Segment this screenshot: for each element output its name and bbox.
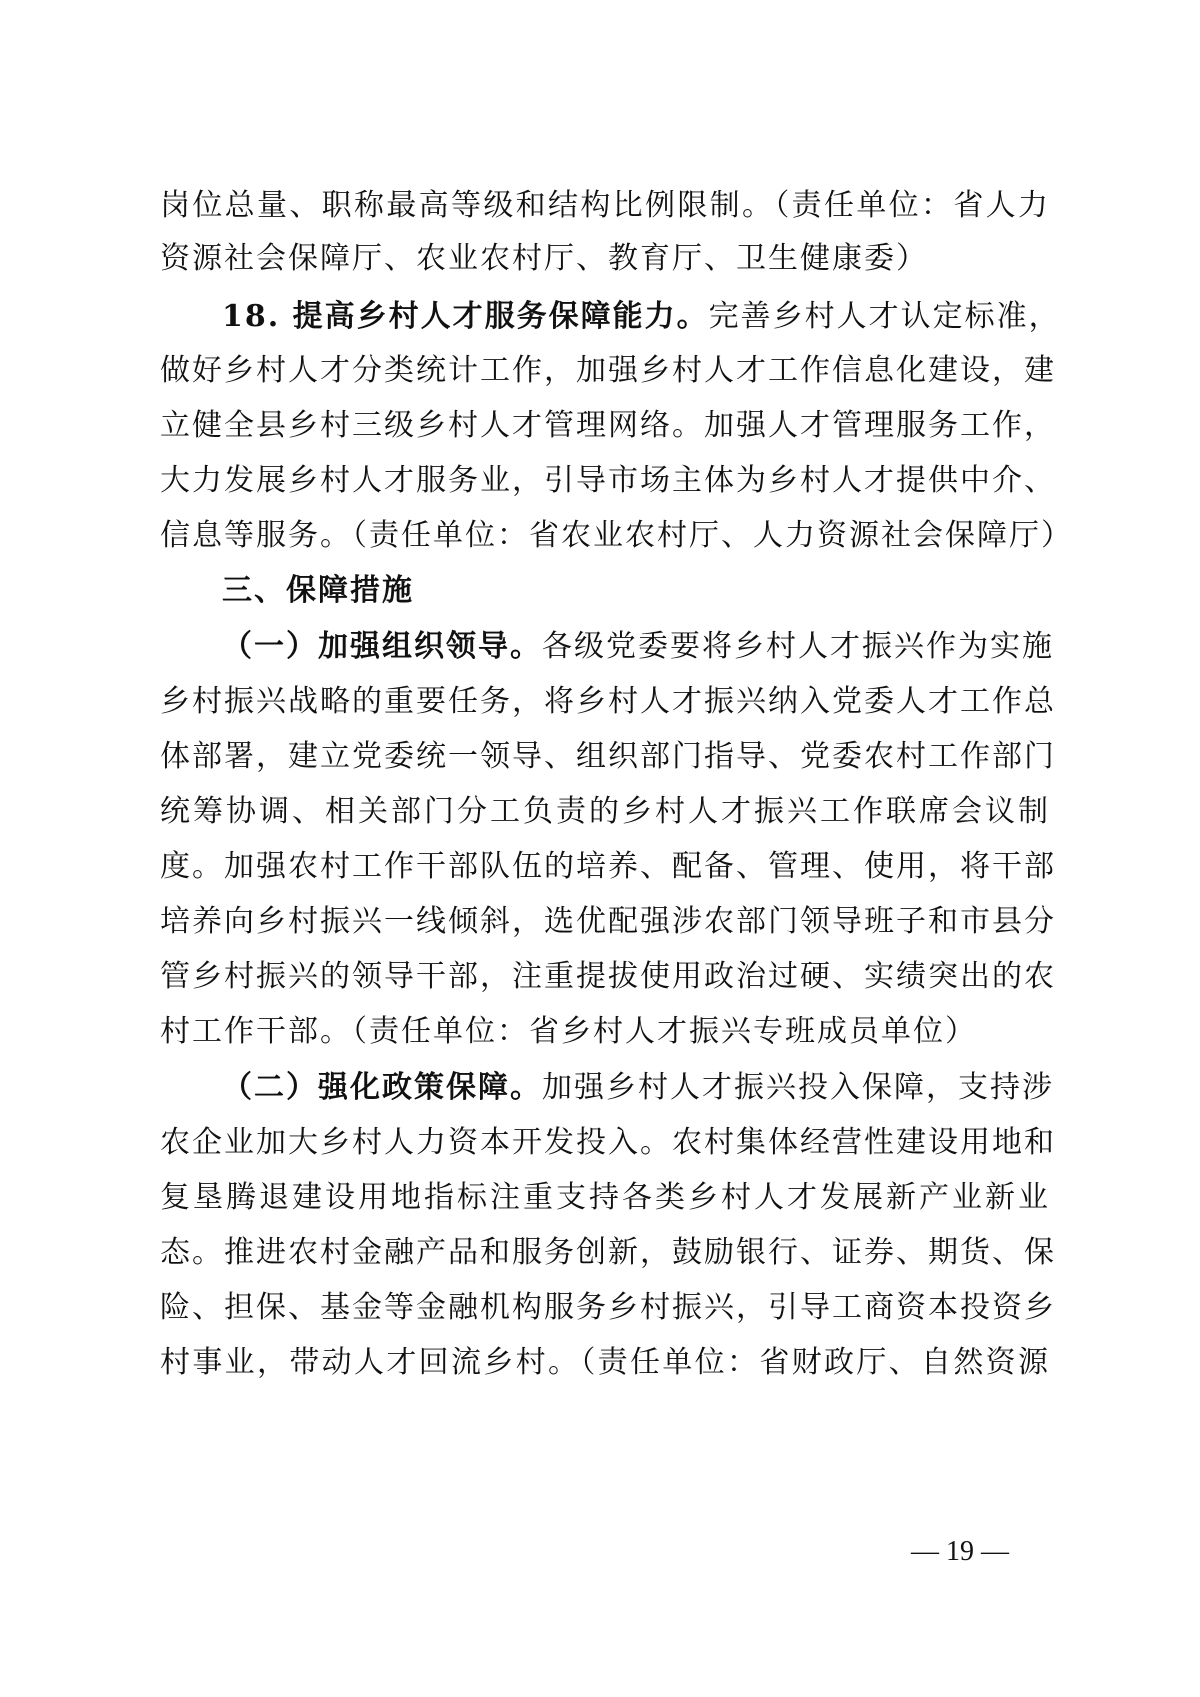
subsection-2-title: （二）强化政策保障。 <box>222 1070 542 1105</box>
page-number: — 19 — <box>911 1536 1009 1567</box>
paragraph-line: 资源社会保障厅、农业农村厅、教育厅、卫生健康委） <box>160 241 928 276</box>
paragraph-line: 岗位总量、职称最高等级和结构比例限制。（责任单位：省人力 <box>160 188 1050 223</box>
paragraph-line: 复垦腾退建设用地指标注重支持各类乡村人才发展新产业新业 <box>160 1180 1050 1215</box>
subsection-2-first-line <box>222 1060 1054 1116</box>
paragraph-line: 管乡村振兴的领导干部，注重提拔使用政治过硬、实绩突出的农 <box>160 959 1056 994</box>
paragraph-line: 做好乡村人才分类统计工作，加强乡村人才工作信息化建设，建 <box>160 353 1056 388</box>
subsection-1-text: 各级党委要将乡村人才振兴作为实施 <box>542 629 1054 664</box>
paragraph-line: 培养向乡村振兴一线倾斜，选优配强涉农部门领导班子和市县分 <box>160 904 1056 939</box>
item-18-text: 完善乡村人才认定标准， <box>708 299 1061 334</box>
paragraph-line: 村工作干部。（责任单位：省乡村人才振兴专班成员单位） <box>160 1014 977 1049</box>
paragraph-line: 统筹协调、相关部门分工负责的乡村人才振兴工作联席会议制 <box>160 794 1050 829</box>
paragraph-line: 信息等服务。（责任单位：省农业农村厅、人力资源社会保障厅） <box>160 518 1073 553</box>
item-18-first-line <box>222 289 1061 345</box>
subsection-2-text: 加强乡村人才振兴投入保障，支持涉 <box>542 1070 1054 1105</box>
item-18-title: 18. 提高乡村人才服务保障能力。 <box>222 299 709 334</box>
subsection-1-first-line <box>222 619 1054 675</box>
paragraph-line: 态。推进农村金融产品和服务创新，鼓励银行、证券、期货、保 <box>160 1235 1056 1270</box>
paragraph-line: 险、担保、基金等金融机构服务乡村振兴，引导工商资本投资乡 <box>160 1290 1056 1325</box>
paragraph-line: 立健全县乡村三级乡村人才管理网络。加强人才管理服务工作， <box>160 408 1056 443</box>
section-heading: 三、保障措施 <box>222 573 414 608</box>
paragraph-line: 大力发展乡村人才服务业，引导市场主体为乡村人才提供中介、 <box>160 463 1056 498</box>
subsection-1-title: （一）加强组织领导。 <box>222 629 542 664</box>
paragraph-line: 农企业加大乡村人力资本开发投入。农村集体经营性建设用地和 <box>160 1125 1056 1160</box>
paragraph-line: 体部署，建立党委统一领导、组织部门指导、党委农村工作部门 <box>160 739 1056 774</box>
paragraph-line: 乡村振兴战略的重要任务，将乡村人才振兴纳入党委人才工作总 <box>160 684 1056 719</box>
paragraph-line: 村事业，带动人才回流乡村。（责任单位：省财政厅、自然资源 <box>160 1345 1050 1380</box>
paragraph-line: 度。加强农村工作干部队伍的培养、配备、管理、使用，将干部 <box>160 849 1056 884</box>
